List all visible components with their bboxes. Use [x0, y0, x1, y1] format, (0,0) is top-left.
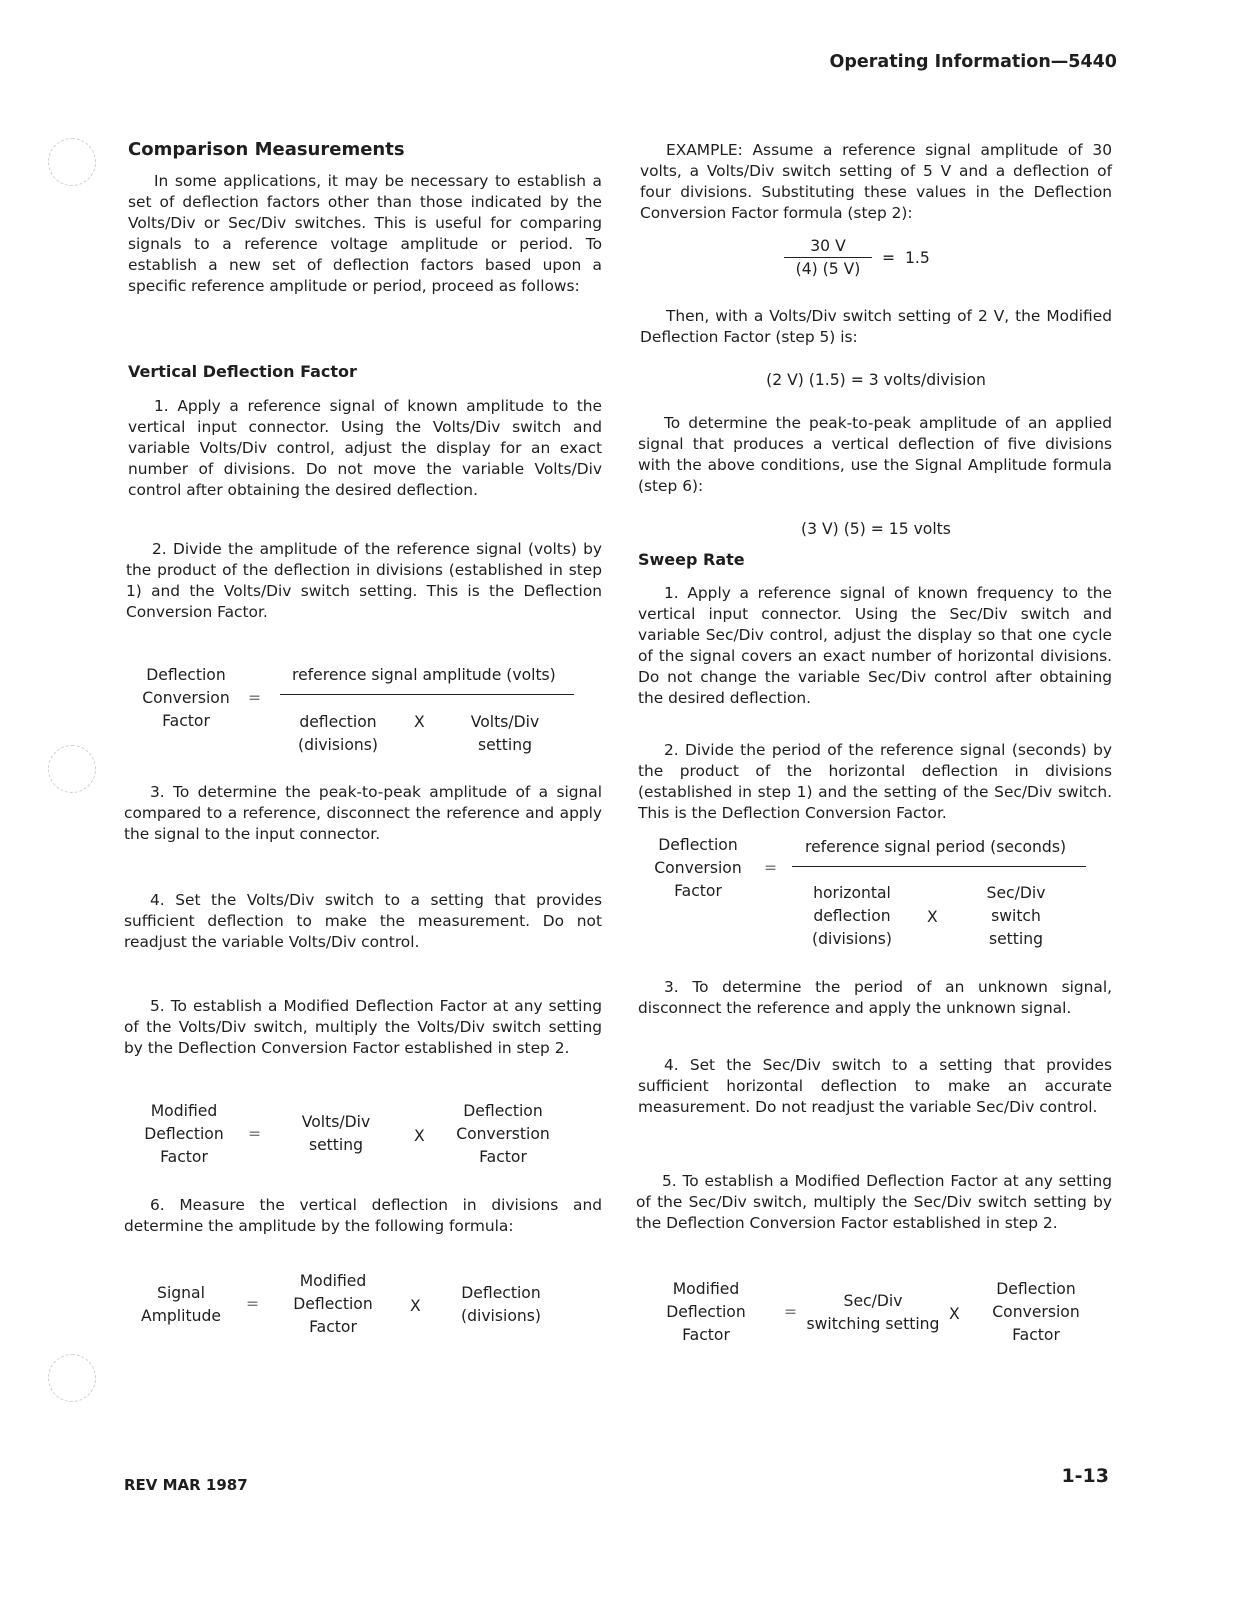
sweep-formula-dcf-equals: = [764, 859, 778, 877]
sweep-formula-mdf-mid: Sec/Div switching setting [806, 1292, 940, 1333]
peak-to-peak-paragraph: To determine the peak-to-peak amplitude of an applied signal that produces a vertical deflection of five divisions with the above conditions, use the Signal Amplitude formula (step 6): [638, 414, 1112, 495]
formula-dcf-den-a: deflection (divisions) [298, 713, 378, 754]
punch-hole-middle [48, 745, 96, 793]
example-fraction-numerator: 30 V [810, 237, 846, 255]
vertical-step-4: 4. Set the Volts/Div switch to a setting that provides sufficient deflection to make the measurement. Do not readjust the variable Volts/Div control. [124, 891, 602, 951]
formula-dcf-lhs: Deflection Conversion Factor [142, 666, 230, 730]
sweep-formula-dcf-den-b: Sec/Div switch setting [986, 884, 1046, 948]
example-fraction-denominator: (4) (5 V) [795, 260, 861, 278]
formula-dcf-fraction-bar [280, 694, 574, 695]
punch-hole-bottom [48, 1354, 96, 1402]
intro-paragraph: In some applications, it may be necessary to establish a set of deflection factors other than those indicated by the Volts/Div or Sec/Div switches. This is useful for comparing signals to a reference voltage amplitude or period. To establish a new set of deflection factors based upon a specific reference amplitude or period, proceed as follows: [128, 172, 602, 295]
formula-dcf-numerator: reference signal amplitude (volts) [292, 666, 556, 684]
formula-mdf-volts-div: Volts/Div setting [301, 1113, 371, 1154]
running-header: Operating Information—5440 [829, 52, 1117, 72]
formula-sa-mid: Modified Deflection Factor [293, 1272, 373, 1336]
vertical-step-5: 5. To establish a Modified Deflection Factor at any setting of the Volts/Div switch, multiply the Volts/Div switch setting by the Deflection Conversion Factor established in step 2. [124, 997, 602, 1057]
formula-dcf-equals: = [248, 689, 262, 707]
sweep-rate-heading: Sweep Rate [638, 550, 745, 569]
calc-signal-amplitude: (3 V) (5) = 15 volts [801, 520, 951, 538]
sweep-step-4: 4. Set the Sec/Div switch to a setting that provides sufficient horizontal deflection to make an accurate measurement. Do not readjust the variable Sec/Div control. [638, 1056, 1112, 1116]
formula-dcf-den-b: Volts/Div setting [470, 713, 540, 754]
formula-dcf-times: X [414, 713, 425, 731]
vertical-step-3: 3. To determine the peak-to-peak amplitude of a signal compared to a reference, disconnect the reference and apply the signal to the input connector. [124, 783, 602, 843]
sweep-formula-mdf-rhs: Deflection Conversion Factor [992, 1280, 1080, 1344]
page-number: 1-13 [1061, 1465, 1109, 1487]
sweep-step-1: 1. Apply a reference signal of known frequency to the vertical input connector. Using the Sec/Div switch and variable Sec/Div control, adjust the display so that one cycle of the signal covers an exact number of horizontal divisions. Do not change the variable Sec/Div control after obtaining the desired deflection. [638, 584, 1112, 707]
vertical-deflection-heading: Vertical Deflection Factor [128, 362, 357, 381]
example-fraction-result: = 1.5 [882, 249, 930, 267]
sweep-step-2: 2. Divide the period of the reference signal (seconds) by the product of the horizontal deflection in divisions (established in step 1) and the setting of the Sec/Div switch. This is the Deflection Conversion Factor. [638, 741, 1112, 822]
formula-sa-equals: = [246, 1295, 260, 1313]
formula-mdf-lhs: Modified Deflection Factor [144, 1102, 224, 1166]
sweep-formula-mdf-lhs: Modified Deflection Factor [666, 1280, 746, 1344]
formula-mdf-times: X [414, 1127, 425, 1145]
formula-sa-times: X [410, 1297, 421, 1315]
formula-mdf-rhs: Deflection Converstion Factor [456, 1102, 550, 1166]
sweep-formula-dcf-lhs: Deflection Conversion Factor [654, 836, 742, 900]
sweep-formula-dcf-fraction-bar [792, 866, 1086, 867]
vertical-step-6: 6. Measure the vertical deflection in divisions and determine the amplitude by the following formula: [124, 1196, 602, 1235]
formula-sa-rhs: Deflection (divisions) [461, 1284, 541, 1325]
vertical-step-1: 1. Apply a reference signal of known amplitude to the vertical input connector. Using the Volts/Div switch and variable Volts/Div control, adjust the display for an exact number of divisions. Do not move the variable Volts/Div control after obtaining the desired deflection. [128, 397, 602, 499]
calc-modified-deflection: (2 V) (1.5) = 3 volts/division [766, 371, 986, 389]
section-heading: Comparison Measurements [128, 139, 405, 160]
sweep-formula-mdf-equals: = [784, 1303, 798, 1321]
then-paragraph: Then, with a Volts/Div switch setting of 2 V, the Modified Deflection Factor (step 5) is: [640, 307, 1112, 346]
sweep-formula-mdf-times: X [949, 1305, 960, 1323]
example-paragraph: EXAMPLE: Assume a reference signal amplitude of 30 volts, a Volts/Div switch setting of 5 V and a deflection of four divisions. Substituting these values in the Deflection Conversion Factor formula (step 2): [640, 141, 1112, 222]
sweep-formula-dcf-times: X [927, 908, 938, 926]
punch-hole-top [48, 138, 96, 186]
sweep-formula-dcf-den-a: horizontal deflection (divisions) [812, 884, 892, 948]
vertical-step-2: 2. Divide the amplitude of the reference signal (volts) by the product of the deflection in divisions (established in step 1) and the Volts/Div switch setting. This is the Deflection Conversion Factor. [126, 540, 602, 621]
sweep-formula-dcf-numerator: reference signal period (seconds) [805, 838, 1067, 856]
formula-sa-lhs: Signal Amplitude [141, 1284, 221, 1325]
revision-footer: REV MAR 1987 [124, 1476, 248, 1494]
sweep-step-3: 3. To determine the period of an unknown signal, disconnect the reference and apply the unknown signal. [638, 978, 1112, 1017]
sweep-step-5: 5. To establish a Modified Deflection Factor at any setting of the Sec/Div switch, multiply the Sec/Div switch setting by the Deflection Conversion Factor established in step 2. [636, 1172, 1112, 1232]
formula-mdf-equals: = [248, 1125, 262, 1143]
